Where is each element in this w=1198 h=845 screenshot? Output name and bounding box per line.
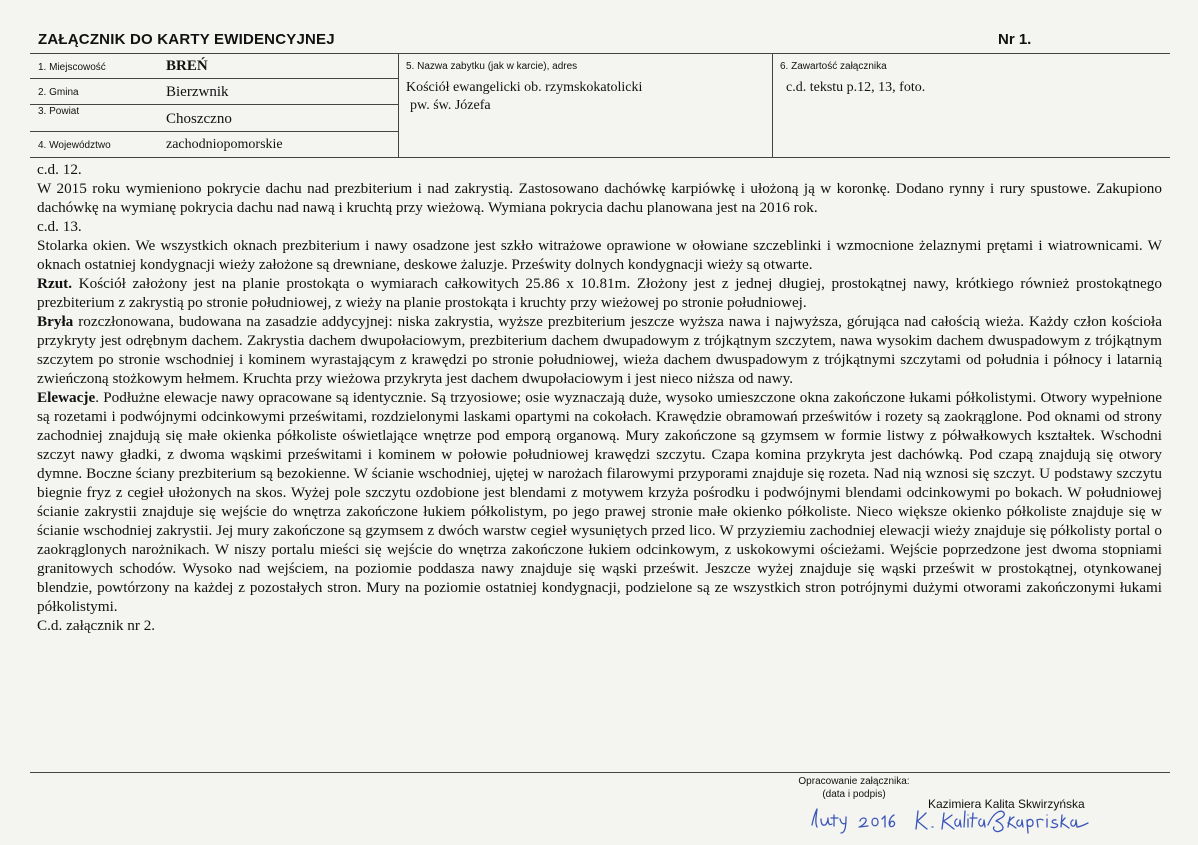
paragraph-text: rozczłonowana, budowana na zasadzie addycyjnej: niska zakrystia, wyższe prezbiterium jeszcze wyższa nawa i najwyższa, górująca nad całością wieża. Każdy człon kościoła przykryty jest odrębnym dachem. Zakrystia dachem dwupołaciowym, prezbiterium dachem dwupadowym z trójkątnym szczytem, nawa wysokim dachem dwuspadowym z trójkątnym szczytem po stronie wschodniej i kominem wyrastającym z krawędzi po stronie południowej, wieża dachem dwuspadowym z trójkątnymi szczytami od południa i północy i latarnią zwieńczoną stożkowym hełmem. Kruchta przy wieżowa przykryta jest dachem dwupołaciowym i jest nieco niższa od nawy. <box>37 313 1162 387</box>
field-value-nazwa-line1: Kościół ewangelicki ob. rzymskokatolicki <box>406 80 643 95</box>
paragraph: Stolarka okien. We wszystkich oknach prezbiterium i nawy osadzone jest szkło witrażowe oprawione w ołowiane szczeblinki i wzmocnione żelaznymi prętami i wiatrownicami. W oknach ostatniej kondygnacji wieży założone są drewniane, deskowe żaluzje. Prześwity dolnych kondygnacji wieży są otwarte. <box>37 237 1162 273</box>
header-top-rule <box>30 53 1170 54</box>
attachment-number: Nr 1. <box>998 31 1032 48</box>
field-label-miejscowosc: 1. Miejscowość <box>38 62 106 73</box>
field-value-powiat: Choszczno <box>166 111 232 127</box>
field-value-miejscowosc: BREŃ <box>166 58 208 74</box>
column-divider <box>772 53 773 157</box>
paragraph-text: Kościół założony jest na planie prostokąta o wymiarach całkowitych 25.86 x 10.81m. Złożony jest z jednej długiej, prostokątnej nawy, krótkiego również prostokątnego prezbiterium z zakrystią po stronie południowej, z wieży na planie prostokąta i kruchty przy wieżowej po stronie południowej. <box>37 275 1162 311</box>
paragraph-text: . Podłużne elewacje nawy opracowane są identycznie. Są trzyosiowe; osie wyznaczają duże, wysoko umieszczone okna zakończone łukami półkolistymi. Otwory wypełnione są rozetami i podwójnymi odcinkowymi prześwitami, rozdzielonymi laskami opartymi na cokołach. Krawędzie obramowań prześwitów i rozety są zaokrąglone. Pod oknami od strony zachodniej znajdują się małe okienka półkoliste oświetlające wnętrze pod emporą organową. Mury zakończone są gzymsem w formie listwy z półwałkowych kształtek. Wschodni szczyt nawy gładki, z dwoma wąskimi prześwitami i kominem w połowie południowej krawędzi szczytu. Czapa komina przykryta jest dachówką. Pod czapą znajdują się otwory dymne. Boczne ściany prezbiterium są bezokienne. W ścianie wschodniej, ujętej w narożach filarowymi przyporami znajduje się rozeta. Nad nią wznosi się szczyt. U podstawy szczytu biegnie fryz z cegieł ułożonych na skos. Wyżej pole szczytu ozdobione jest blendami z motywem krzyża pośrodku i podwójnymi blendami odcinkowymi po bokach. W południowej ścianie zakrystii znajduje się wejście do wnętrza zakończone łukiem półkolistym, po jego prawej stronie małe okienko półkoliste. Nieco większe okienko półkoliste znajduje się w ścianie wschodniej zakrystii. Jej mury zakończone są gzymsem z dwóch warstw cegieł wysuniętych przed lico. W przyziemiu zachodniej elewacji wieży znajduje się półkolisty portal o zaokrąglonych narożnikach. W niszy portalu mieści się wejście do wnętrza zakończone łukiem odcinkowym, z uskokowymi ościeżami. Wejście poprzedzone jest dwoma stopniami granitowych schodów. Wysoko nad wejściem, na poziomie poddasza nawy znajduje się wąski prześwit. Jeszcze wyżej znajduje się wąski prześwit w prostokątnej, otynkowanej blendzie, powtórzony na każdej z pozostałych stron. Mury na poziomie ostatniej kondygnacji, podzielone są ze wszystkich stron potrójnymi dużymi otworami zakończonymi łukami półkolistymi. <box>37 389 1162 615</box>
section-heading-elewacje: Elewacje <box>37 389 96 406</box>
paragraph: c.d. 13. <box>37 218 82 235</box>
header-bottom-rule <box>30 157 1170 158</box>
paragraph <box>37 274 1162 312</box>
section-heading-bryla: Bryła <box>37 313 74 330</box>
section-heading-rzut: Rzut. <box>37 275 73 292</box>
paragraph <box>37 388 1162 616</box>
field-label-gmina: 2. Gmina <box>38 87 79 98</box>
field-value-wojewodztwo: zachodniopomorskie <box>166 137 283 152</box>
handwritten-name-signature <box>910 805 1100 835</box>
field-value-nazwa-line2: pw. św. Józefa <box>410 98 491 113</box>
paragraph: c.d. 12. <box>37 161 82 178</box>
document-body <box>37 160 1162 635</box>
row-divider <box>30 78 398 79</box>
footer-label <box>784 775 924 801</box>
paragraph: C.d. załącznik nr 2. <box>37 617 156 634</box>
field-label-nazwa: 5. Nazwa zabytku (jak w karcie), adres <box>406 61 578 72</box>
field-label-zawartosc: 6. Zawartość załącznika <box>780 61 887 72</box>
footer-label-line1: Opracowanie załącznika: <box>798 776 910 787</box>
author-name: Kazimiera Kalita Skwirzyńska <box>928 797 1085 811</box>
footer-rule <box>30 772 1170 773</box>
column-divider <box>398 53 399 157</box>
field-value-zawartosc: c.d. tekstu p.12, 13, foto. <box>786 80 926 95</box>
document-title: ZAŁĄCZNIK DO KARTY EWIDENCYJNEJ <box>38 31 335 48</box>
paragraph: W 2015 roku wymieniono pokrycie dachu nad prezbiterium i nad zakrystią. Zastosowano dachówkę karpiówkę i ułożoną ją w koronkę. Dodano rynny i rury spustowe. Zakupiono dachówkę na wymianę pokrycia dachu nad nawą i kruchtą przy wieżową. Wymiana pokrycia dachu planowana jest na 2016 rok. <box>37 180 1162 216</box>
field-label-powiat: 3. Powiat <box>38 106 80 117</box>
paragraph <box>37 312 1162 388</box>
field-value-gmina: Bierzwnik <box>166 84 229 100</box>
row-divider <box>30 104 398 105</box>
row-divider <box>30 131 398 132</box>
handwritten-date-signature <box>808 805 898 835</box>
footer-label-line2: (data i podpis) <box>822 789 886 800</box>
field-label-wojewodztwo: 4. Województwo <box>38 140 111 151</box>
